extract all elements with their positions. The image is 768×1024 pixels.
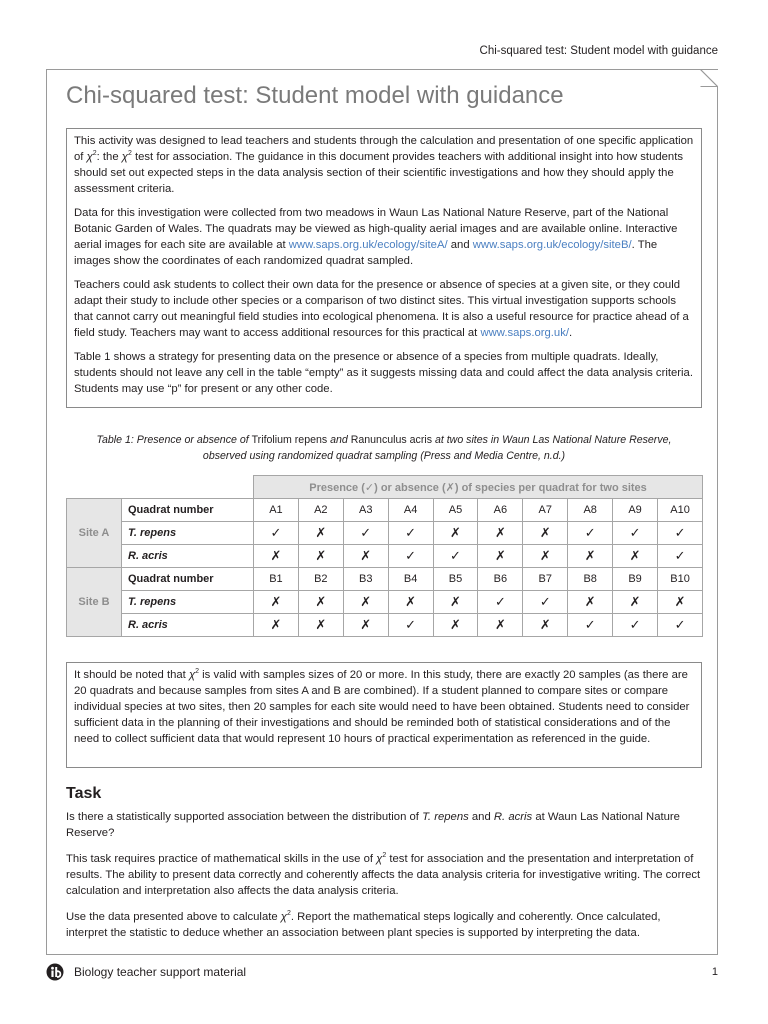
page-title: Chi-squared test: Student model with guidance: [66, 82, 564, 109]
presence-cell: ✓: [523, 591, 568, 614]
species-label-acris: R. acris: [122, 614, 254, 637]
presence-cell: ✓: [343, 522, 388, 545]
presence-cell: ✓: [613, 522, 658, 545]
saps-link[interactable]: www.saps.org.uk/: [480, 327, 569, 339]
presence-cell: ✗: [568, 545, 613, 568]
presence-cell: ✓: [568, 614, 613, 637]
quadrat-cell: A1: [254, 499, 299, 522]
presence-cell: ✗: [298, 522, 343, 545]
presence-cell: ✗: [343, 545, 388, 568]
presence-cell: ✗: [254, 545, 299, 568]
task-paragraph-2: This task requires practice of mathematical skills in the use of $\chi^2$ test for association and the presentation and interpretation of results. The ability to present data correctly and coherently affects the data analysis criteria for investigative writing. The correct calculation and interpretation also affects the data analysis criteria.: [66, 852, 701, 897]
quadrat-cell: B8: [568, 568, 613, 591]
site-a-link[interactable]: www.saps.org.uk/ecology/siteA/: [288, 239, 448, 251]
presence-cell: ✗: [433, 614, 478, 637]
quadrat-cell: A4: [388, 499, 433, 522]
presence-cell: ✗: [478, 522, 523, 545]
table-caption: Table 1: Presence or absence of Trifolium repens and Ranunculus acris at two sites in Waun Las National Nature Reserve, observed using randomized quadrat sampling (Press and Media Centre, n.d.): [96, 434, 672, 462]
task-paragraph-3: Use the data presented above to calculate $\chi^2$. Report the mathematical steps logically and coherently. Once calculated, interpret the statistic to deduce whether an association between plant species is supported by interpreting the data.: [66, 910, 661, 939]
quadrat-cell: A5: [433, 499, 478, 522]
presence-cell: ✗: [613, 545, 658, 568]
site-b-link[interactable]: www.saps.org.uk/ecology/siteB/: [472, 239, 632, 251]
quadrat-cell: A8: [568, 499, 613, 522]
presence-cell: ✗: [478, 614, 523, 637]
presence-cell: ✗: [343, 614, 388, 637]
presence-cell: ✓: [658, 614, 703, 637]
presence-cell: ✓: [433, 545, 478, 568]
quadrat-cell: A6: [478, 499, 523, 522]
quadrat-cell: B7: [523, 568, 568, 591]
quadrat-cell: A7: [523, 499, 568, 522]
presence-cell: ✗: [433, 522, 478, 545]
quadrat-cell: B10: [658, 568, 703, 591]
quadrat-cell: A9: [613, 499, 658, 522]
presence-cell: ✓: [254, 522, 299, 545]
presence-cell: ✓: [658, 522, 703, 545]
sample-size-note: It should be noted that $\chi^2$ is valid with samples sizes of 20 or more. In this study, there are exactly 20 samples (as there are 20 quadrats and because samples from sites A and B are combined). If a student planned to compare sites or compare individual species at two sites, then 20 samples for each site would need to have been obtained. Students need to consider sufficient data in the planning of their investigations and should be reminded both of statistical considerations and of the need to collect sufficient data that would represent 10 hours of practical experimentation as referenced in the guide.: [74, 668, 690, 745]
presence-cell: ✓: [613, 614, 658, 637]
quadrat-cell: B1: [254, 568, 299, 591]
table-header: Presence (✓) or absence (✗) of species per quadrat for two sites: [254, 476, 703, 499]
presence-cell: ✗: [343, 591, 388, 614]
presence-cell: ✓: [568, 522, 613, 545]
task-body: [66, 809, 702, 951]
running-header: Chi-squared test: Student model with guidance: [479, 45, 718, 57]
quadrat-cell: B6: [478, 568, 523, 591]
species-label-repens: T. repens: [122, 591, 254, 614]
quadrat-cell: B2: [298, 568, 343, 591]
page-number: 1: [711, 966, 718, 978]
presence-cell: ✓: [658, 545, 703, 568]
presence-cell: ✗: [298, 614, 343, 637]
presence-cell: ✗: [254, 614, 299, 637]
presence-cell: ✓: [388, 522, 433, 545]
quadrat-cell: A2: [298, 499, 343, 522]
presence-cell: ✗: [568, 591, 613, 614]
presence-cell: ✗: [523, 522, 568, 545]
presence-cell: ✗: [254, 591, 299, 614]
quadrat-cell: B5: [433, 568, 478, 591]
species-label-acris: R. acris: [122, 545, 254, 568]
task-heading: Task: [66, 785, 102, 802]
intro-box: [66, 128, 702, 408]
intro-paragraph-2: Data for this investigation were collected from two meadows in Waun Las National Nature Reserve, part of the National Botanic Garden of Wales. The quadrats may be viewed as high-quality aerial images and are available online. Interactive aerial images for each site are available at www.saps.org.uk/ecology/siteA/ and www.saps.org.uk/ecology/siteB/. The images show the coordinates of each randomized quadrat sampled.: [74, 207, 678, 267]
table-corner: [67, 476, 254, 499]
task-question: Is there a statistically supported association between the distribution of T. repens and R. acris at Waun Las National Nature Reserve?: [66, 811, 680, 839]
presence-cell: ✓: [478, 591, 523, 614]
presence-cell: ✗: [658, 591, 703, 614]
quadrat-cell: A3: [343, 499, 388, 522]
quadrat-cell: B4: [388, 568, 433, 591]
ib-logo-icon: [46, 963, 64, 981]
site-b-label: Site B: [67, 568, 122, 637]
presence-cell: ✗: [298, 591, 343, 614]
species-label-repens: T. repens: [122, 522, 254, 545]
quadrat-cell: B3: [343, 568, 388, 591]
presence-cell: ✗: [613, 591, 658, 614]
page-frame-right: [717, 86, 718, 955]
quadrat-number-label: Quadrat number: [122, 568, 254, 591]
presence-cell: ✓: [388, 614, 433, 637]
intro-paragraph-1: This activity was designed to lead teachers and students through the calculation and presentation of one specific application of $\chi^2$: the $\chi^2$ test for association. The guidance in this document provides teachers with additional insight into how students should set out expected steps in the data analysis section of their scientific investigations and how they should apply the assessment criteria.: [74, 135, 694, 195]
folded-corner-icon: [700, 69, 718, 87]
footer-text: Biology teacher support material: [74, 965, 247, 979]
sample-size-note-box: [66, 662, 702, 768]
presence-cell: ✗: [478, 545, 523, 568]
presence-cell: ✗: [523, 545, 568, 568]
presence-cell: ✗: [523, 614, 568, 637]
quadrat-cell: A10: [658, 499, 703, 522]
intro-paragraph-4: Table 1 shows a strategy for presenting data on the presence or absence of a species from multiple quadrats. Ideally, students should not leave any cell in the table “empty” as it suggests missing data and could affect the data analysis criteria. Students may use “p” for present or any other code.: [74, 351, 693, 395]
presence-absence-table: [66, 475, 703, 637]
quadrat-number-label: Quadrat number: [122, 499, 254, 522]
site-a-label: Site A: [67, 499, 122, 568]
presence-cell: ✗: [298, 545, 343, 568]
presence-cell: ✓: [388, 545, 433, 568]
presence-cell: ✗: [433, 591, 478, 614]
quadrat-cell: B9: [613, 568, 658, 591]
intro-paragraph-3: Teachers could ask students to collect their own data for the presence or absence of species at a given site, or they could adapt their study to include other species or a comparison of two distinct sites. This virtual investigation supports schools that cannot carry out meaningful field studies into ecological phenomena. It is also a useful resource for practice ahead of a field study. Teachers may want to access additional resources for this practical at www.saps.org.uk/.: [74, 279, 689, 339]
presence-cell: ✗: [388, 591, 433, 614]
